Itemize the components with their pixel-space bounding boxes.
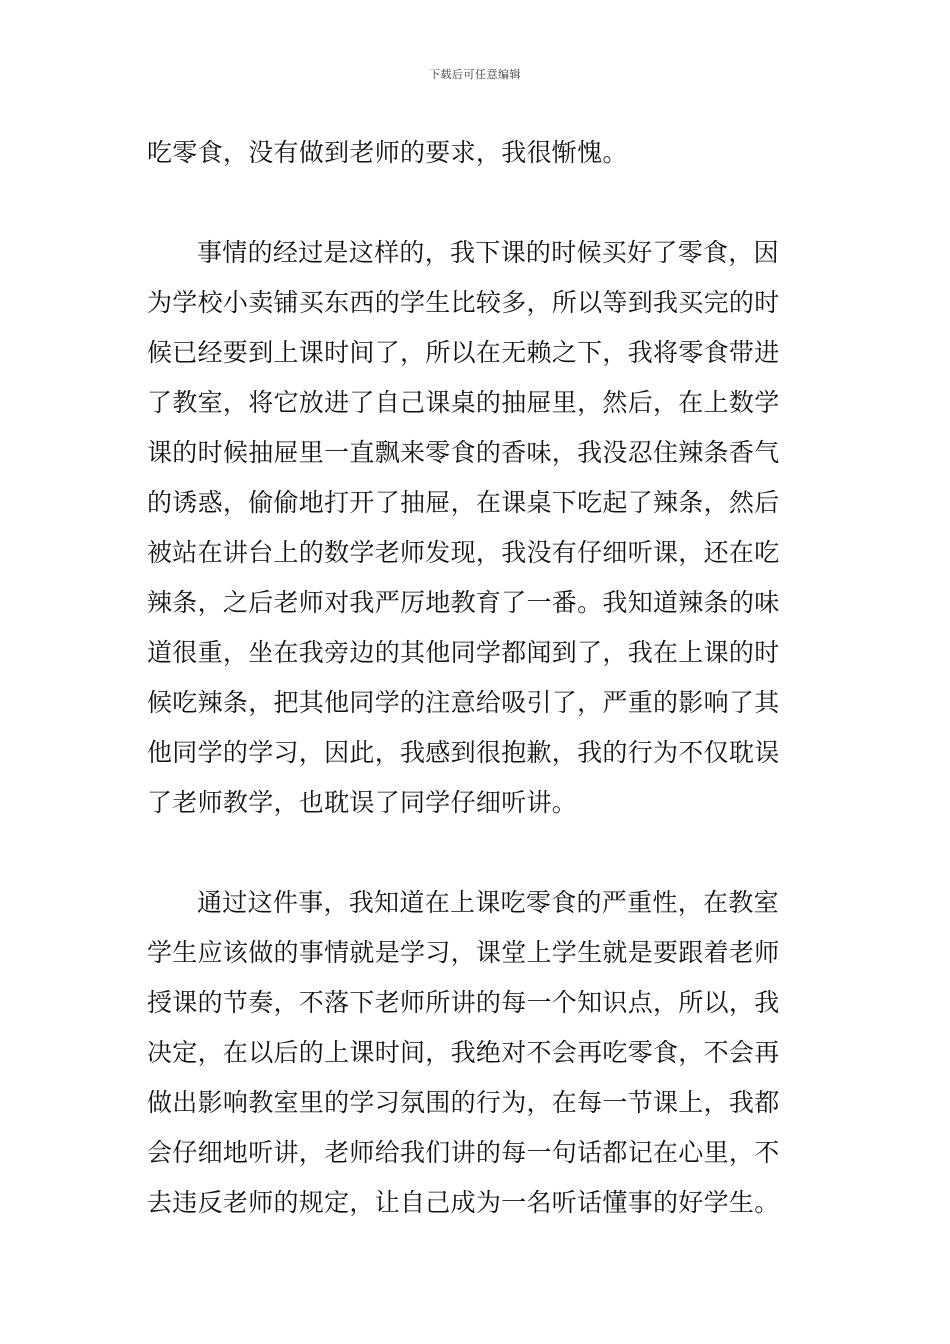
text-line: 学生应该做的事情就是学习，课堂上学生就是要跟着老师: [147, 938, 780, 967]
paragraph: [147, 228, 807, 828]
text-line: 吃零食，没有做到老师的要求，我很惭愧。: [147, 138, 628, 167]
text-line: 的诱惑，偷偷地打开了抽屉，在课桌下吃起了辣条，然后: [147, 488, 780, 517]
text-line: 去违反老师的规定，让自己成为一名听话懂事的好学生。: [147, 1188, 780, 1217]
document-body: [147, 128, 807, 1228]
paragraph: [147, 128, 807, 178]
text-line: 课的时候抽屉里一直飘来零食的香味，我没忍住辣条香气: [147, 438, 780, 467]
paragraph-spacer: [147, 828, 807, 878]
paragraph: [147, 878, 807, 1228]
page-header: 下载后可任意编辑: [429, 68, 521, 81]
text-line: 做出影响教室里的学习氛围的行为，在每一节课上，我都: [147, 1088, 780, 1117]
text-line: 为学校小卖铺买东西的学生比较多，所以等到我买完的时: [147, 288, 780, 317]
text-line: 会仔细地听讲，老师给我们讲的每一句话都记在心里，不: [147, 1138, 780, 1167]
paragraph-spacer: [147, 178, 807, 228]
text-line: 候已经要到上课时间了，所以在无赖之下，我将零食带进: [147, 338, 780, 367]
text-line: 候吃辣条，把其他同学的注意给吸引了，严重的影响了其: [147, 688, 780, 717]
text-line: 授课的节奏，不落下老师所讲的每一个知识点，所以，我: [147, 988, 780, 1017]
text-line: 了老师教学，也耽误了同学仔细听讲。: [147, 788, 578, 817]
text-line: 被站在讲台上的数学老师发现，我没有仔细听课，还在吃: [147, 538, 780, 567]
text-line: 决定，在以后的上课时间，我绝对不会再吃零食，不会再: [147, 1038, 780, 1067]
text-line: 他同学的学习，因此，我感到很抱歉，我的行为不仅耽误: [147, 738, 780, 767]
text-line: 道很重，坐在我旁边的其他同学都闻到了，我在上课的时: [147, 638, 780, 667]
text-line: 通过这件事，我知道在上课吃零食的严重性，在教室: [197, 888, 779, 917]
text-line: 事情的经过是这样的，我下课的时候买好了零食，因: [197, 238, 779, 267]
text-line: 辣条，之后老师对我严厉地教育了一番。我知道辣条的味: [147, 588, 780, 617]
text-line: 了教室，将它放进了自己课桌的抽屉里，然后，在上数学: [147, 388, 780, 417]
